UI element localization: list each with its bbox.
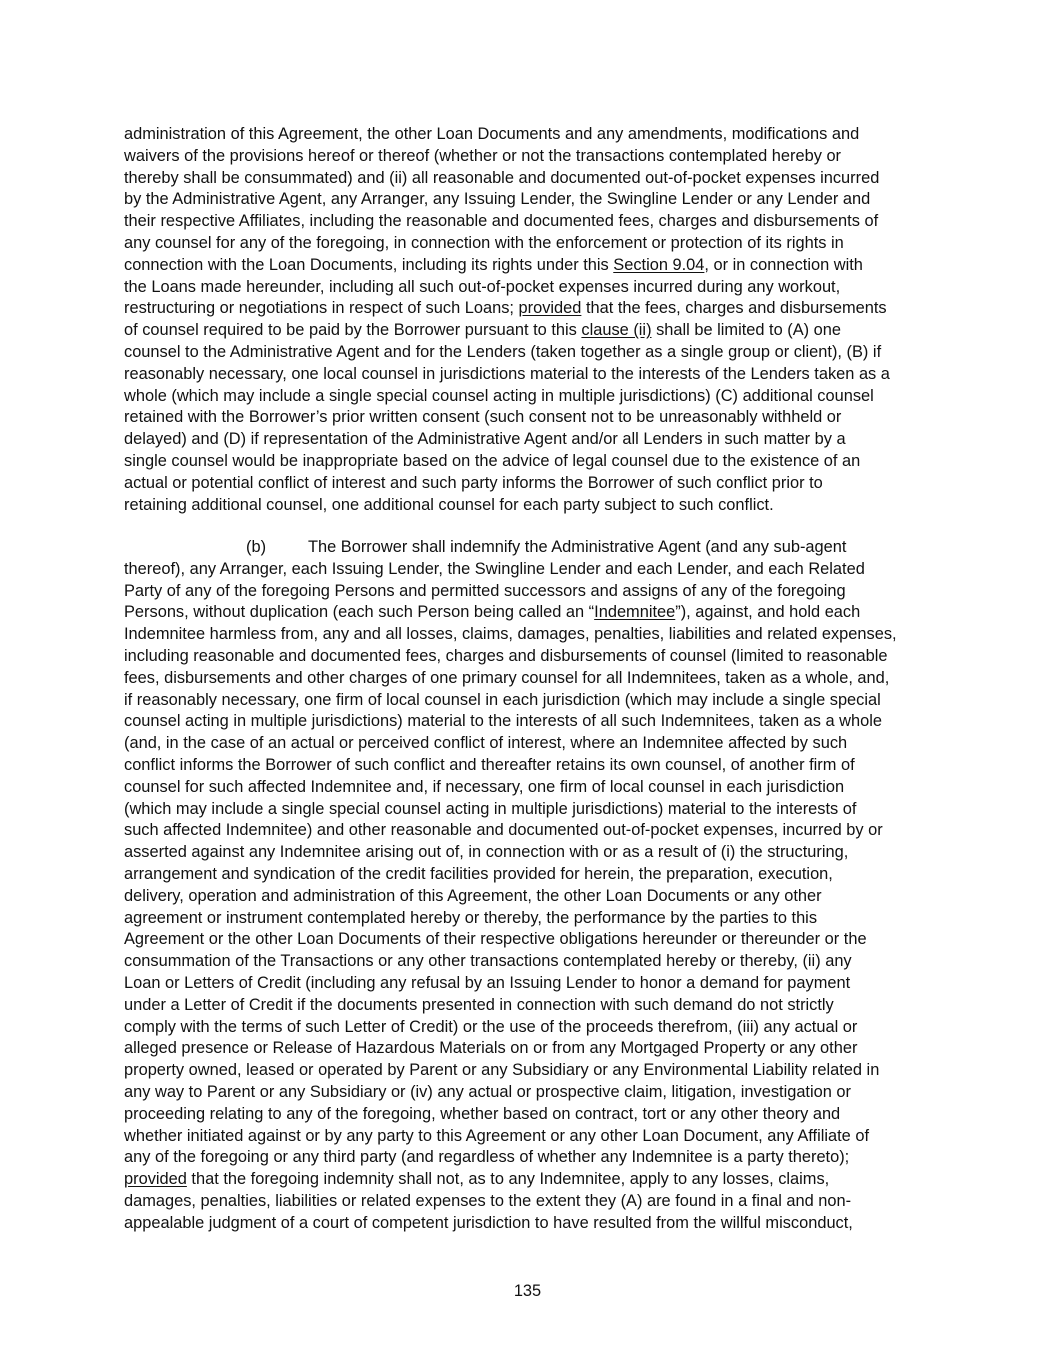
text-run: reasonably necessary, one local counsel in jurisdictions material to the interests of the Lenders taken as a [124, 364, 890, 383]
text-line [124, 842, 932, 864]
text-run: including reasonable and documented fees, charges and disbursements of counsel (limited to reasonable [124, 646, 888, 665]
text-run: (which may include a single special counsel acting in multiple jurisdictions) material to the interests of [124, 799, 857, 818]
text-run: counsel for such affected Indemnitee and, if necessary, one firm of local counsel in each jurisdiction [124, 777, 845, 796]
text-run: shall be limited to (A) one [651, 321, 842, 340]
underlined-term: Indemnitee [594, 603, 676, 622]
paragraph-b [124, 537, 932, 1235]
text-line [124, 407, 932, 429]
text-line [124, 429, 932, 451]
text-run: retaining additional counsel, one additional counsel for each party subject to such conflict. [124, 495, 774, 514]
text-run: ”), against, and hold each [675, 603, 861, 622]
text-run: asserted against any Indemnitee arising out of, in connection with or as a result of (i) the structuring, [124, 843, 849, 862]
text-line [124, 908, 932, 930]
text-line [124, 973, 932, 995]
text-line [124, 755, 932, 777]
text-run: that the foregoing indemnity shall not, as to any Indemnitee, apply to any losses, claims, [186, 1170, 830, 1189]
text-line [124, 951, 932, 973]
text-line [124, 646, 932, 668]
text-run: , or in connection with [704, 255, 863, 274]
text-line [124, 386, 932, 408]
text-run: thereof), any Arranger, each Issuing Lender, the Swingline Lender and each Lender, and each Related [124, 559, 865, 578]
text-line [124, 1213, 932, 1235]
text-run: delayed) and (D) if representation of the Administrative Agent and/or all Lenders in such matter by a [124, 430, 846, 449]
text-run: restructuring or negotiations in respect of such Loans; [124, 299, 519, 318]
text-line [124, 1126, 932, 1148]
text-run: Indemnitee harmless from, any and all losses, claims, damages, penalties, liabilities and related expenses, [124, 625, 897, 644]
text-run: if reasonably necessary, one firm of local counsel in each jurisdiction (which may include a single special [124, 690, 881, 709]
text-line [124, 602, 932, 624]
text-run: (and, in the case of an actual or perceived conflict of interest, where an Indemnitee affected by such [124, 734, 848, 753]
text-run: damages, penalties, liabilities or related expenses to the extent they (A) are found in a final and non- [124, 1191, 852, 1210]
text-line [124, 211, 932, 233]
text-line [124, 886, 932, 908]
text-run: any counsel for any of the foregoing, in connection with the enforcement or protection of its rights in [124, 233, 844, 252]
text-run: such affected Indemnitee) and other reasonable and documented out-of-pocket expenses, incurred by or [124, 821, 883, 840]
text-line [124, 624, 932, 646]
text-line [124, 233, 932, 255]
paragraph-a [124, 124, 932, 516]
paragraph-b-first-text: The Borrower shall indemnify the Administrative Agent (and any sub-agent [308, 538, 847, 556]
text-line [124, 820, 932, 842]
text-line [124, 255, 932, 277]
text-line [124, 711, 932, 733]
text-run: arrangement and syndication of the credit facilities provided for herein, the preparation, execution, [124, 864, 833, 883]
text-run: Loan or Letters of Credit (including any refusal by an Issuing Lender to honor a demand for payment [124, 973, 851, 992]
text-line [124, 799, 932, 821]
text-line [124, 777, 932, 799]
text-run: single counsel would be inappropriate based on the advice of legal counsel due to the existence of an [124, 451, 861, 470]
text-run: whether initiated against or by any party to this Agreement or any other Loan Document, any Affiliate of [124, 1126, 869, 1145]
text-run: proceeding relating to any of the foregoing, whether based on contract, tort or any other theory and [124, 1104, 841, 1123]
text-line [124, 320, 932, 342]
text-line [124, 690, 932, 712]
text-line [124, 1169, 932, 1191]
text-run: waivers of the provisions hereof or thereof (whether or not the transactions contemplated hereby or [124, 146, 842, 165]
text-run: fees, disbursements and other charges of one primary counsel for all Indemnitees, taken as a whole, and, [124, 668, 890, 687]
text-run: whole (which may include a single special counsel acting in multiple jurisdictions) (C) additional counsel [124, 386, 874, 405]
underlined-term: clause (ii) [581, 321, 652, 340]
text-run: agreement or instrument contemplated hereby or thereby, the performance by the parties to this [124, 908, 818, 927]
text-line [124, 1147, 932, 1169]
text-line [124, 1082, 932, 1104]
text-line [124, 733, 932, 755]
text-line [124, 342, 932, 364]
paragraph-b-first-line [124, 537, 932, 559]
text-run: Party of any of the foregoing Persons and permitted successors and assigns of any of the foregoing [124, 581, 846, 600]
text-run: comply with the terms of such Letter of Credit) or the use of the proceeds therefrom, (iii) any actual or [124, 1017, 858, 1036]
text-run: of counsel required to be paid by the Borrower pursuant to this [124, 321, 582, 340]
text-line [124, 1017, 932, 1039]
text-line [124, 146, 932, 168]
text-run: their respective Affiliates, including the reasonable and documented fees, charges and disbursements of [124, 212, 879, 231]
text-run: alleged presence or Release of Hazardous Materials on or from any Mortgaged Property or any other [124, 1039, 858, 1058]
underlined-term: provided [518, 299, 582, 318]
text-line [124, 1060, 932, 1082]
paragraph-b-body [124, 559, 932, 1235]
text-line [124, 277, 932, 299]
text-run: thereby shall be consummated) and (ii) all reasonable and documented out-of-pocket expenses incurred [124, 168, 880, 187]
text-run: counsel to the Administrative Agent and for the Lenders (taken together as a single group or client), (B) if [124, 342, 882, 361]
text-run: any of the foregoing or any third party (and regardless of whether any Indemnitee is a party thereto); [124, 1148, 850, 1167]
paragraph-label: (b) [246, 538, 267, 556]
text-line [124, 473, 932, 495]
text-run: Persons, without duplication (each such Person being called an “ [124, 603, 595, 622]
text-line [124, 995, 932, 1017]
text-run: delivery, operation and administration of this Agreement, the other Loan Documents or any other [124, 886, 822, 905]
text-line [124, 929, 932, 951]
text-line [124, 559, 932, 581]
text-run: under a Letter of Credit if the documents presented in connection with such demand do not strictly [124, 995, 834, 1014]
text-run: counsel acting in multiple jurisdictions) material to the interests of all such Indemnitees, taken as a whole [124, 712, 882, 731]
text-run: administration of this Agreement, the other Loan Documents and any amendments, modifications and [124, 125, 860, 143]
text-line [124, 668, 932, 690]
text-line [124, 451, 932, 473]
text-run: that the fees, charges and disbursements [581, 299, 887, 318]
text-line [124, 364, 932, 386]
text-run: actual or potential conflict of interest and such party informs the Borrower of such conflict prior to [124, 473, 823, 492]
text-line [124, 1104, 932, 1126]
page-number: 135 [513, 1282, 542, 1300]
text-line [124, 124, 932, 146]
text-run: appealable judgment of a court of competent jurisdiction to have resulted from the willful misconduct, [124, 1213, 853, 1232]
text-line [124, 189, 932, 211]
text-line [124, 298, 932, 320]
underlined-term: provided [124, 1170, 187, 1189]
text-run: the Loans made hereunder, including all such out-of-pocket expenses incurred during any workout, [124, 277, 841, 296]
text-run: any way to Parent or any Subsidiary or (iv) any actual or prospective claim, litigation, investigation or [124, 1082, 851, 1101]
text-line [124, 1191, 932, 1213]
text-line [124, 581, 932, 603]
text-line [124, 168, 932, 190]
text-line [124, 864, 932, 886]
text-run: conflict informs the Borrower of such conflict and thereafter retains its own counsel, of another firm of [124, 755, 855, 774]
underlined-term: Section 9.04 [613, 255, 705, 274]
text-line [124, 495, 932, 517]
text-run: Agreement or the other Loan Documents of their respective obligations hereunder or thereunder or the [124, 930, 867, 949]
text-line [124, 1038, 932, 1060]
text-run: consummation of the Transactions or any other transactions contemplated hereby or thereby, (ii) any [124, 952, 852, 971]
text-run: by the Administrative Agent, any Arranger, any Issuing Lender, the Swingline Lender or any Lender and [124, 190, 871, 209]
text-run: connection with the Loan Documents, including its rights under this [124, 255, 614, 274]
text-run: property owned, leased or operated by Parent or any Subsidiary or any Environmental Liability related in [124, 1061, 880, 1080]
text-run: retained with the Borrower’s prior written consent (such consent not to be unreasonably withheld or [124, 408, 842, 427]
